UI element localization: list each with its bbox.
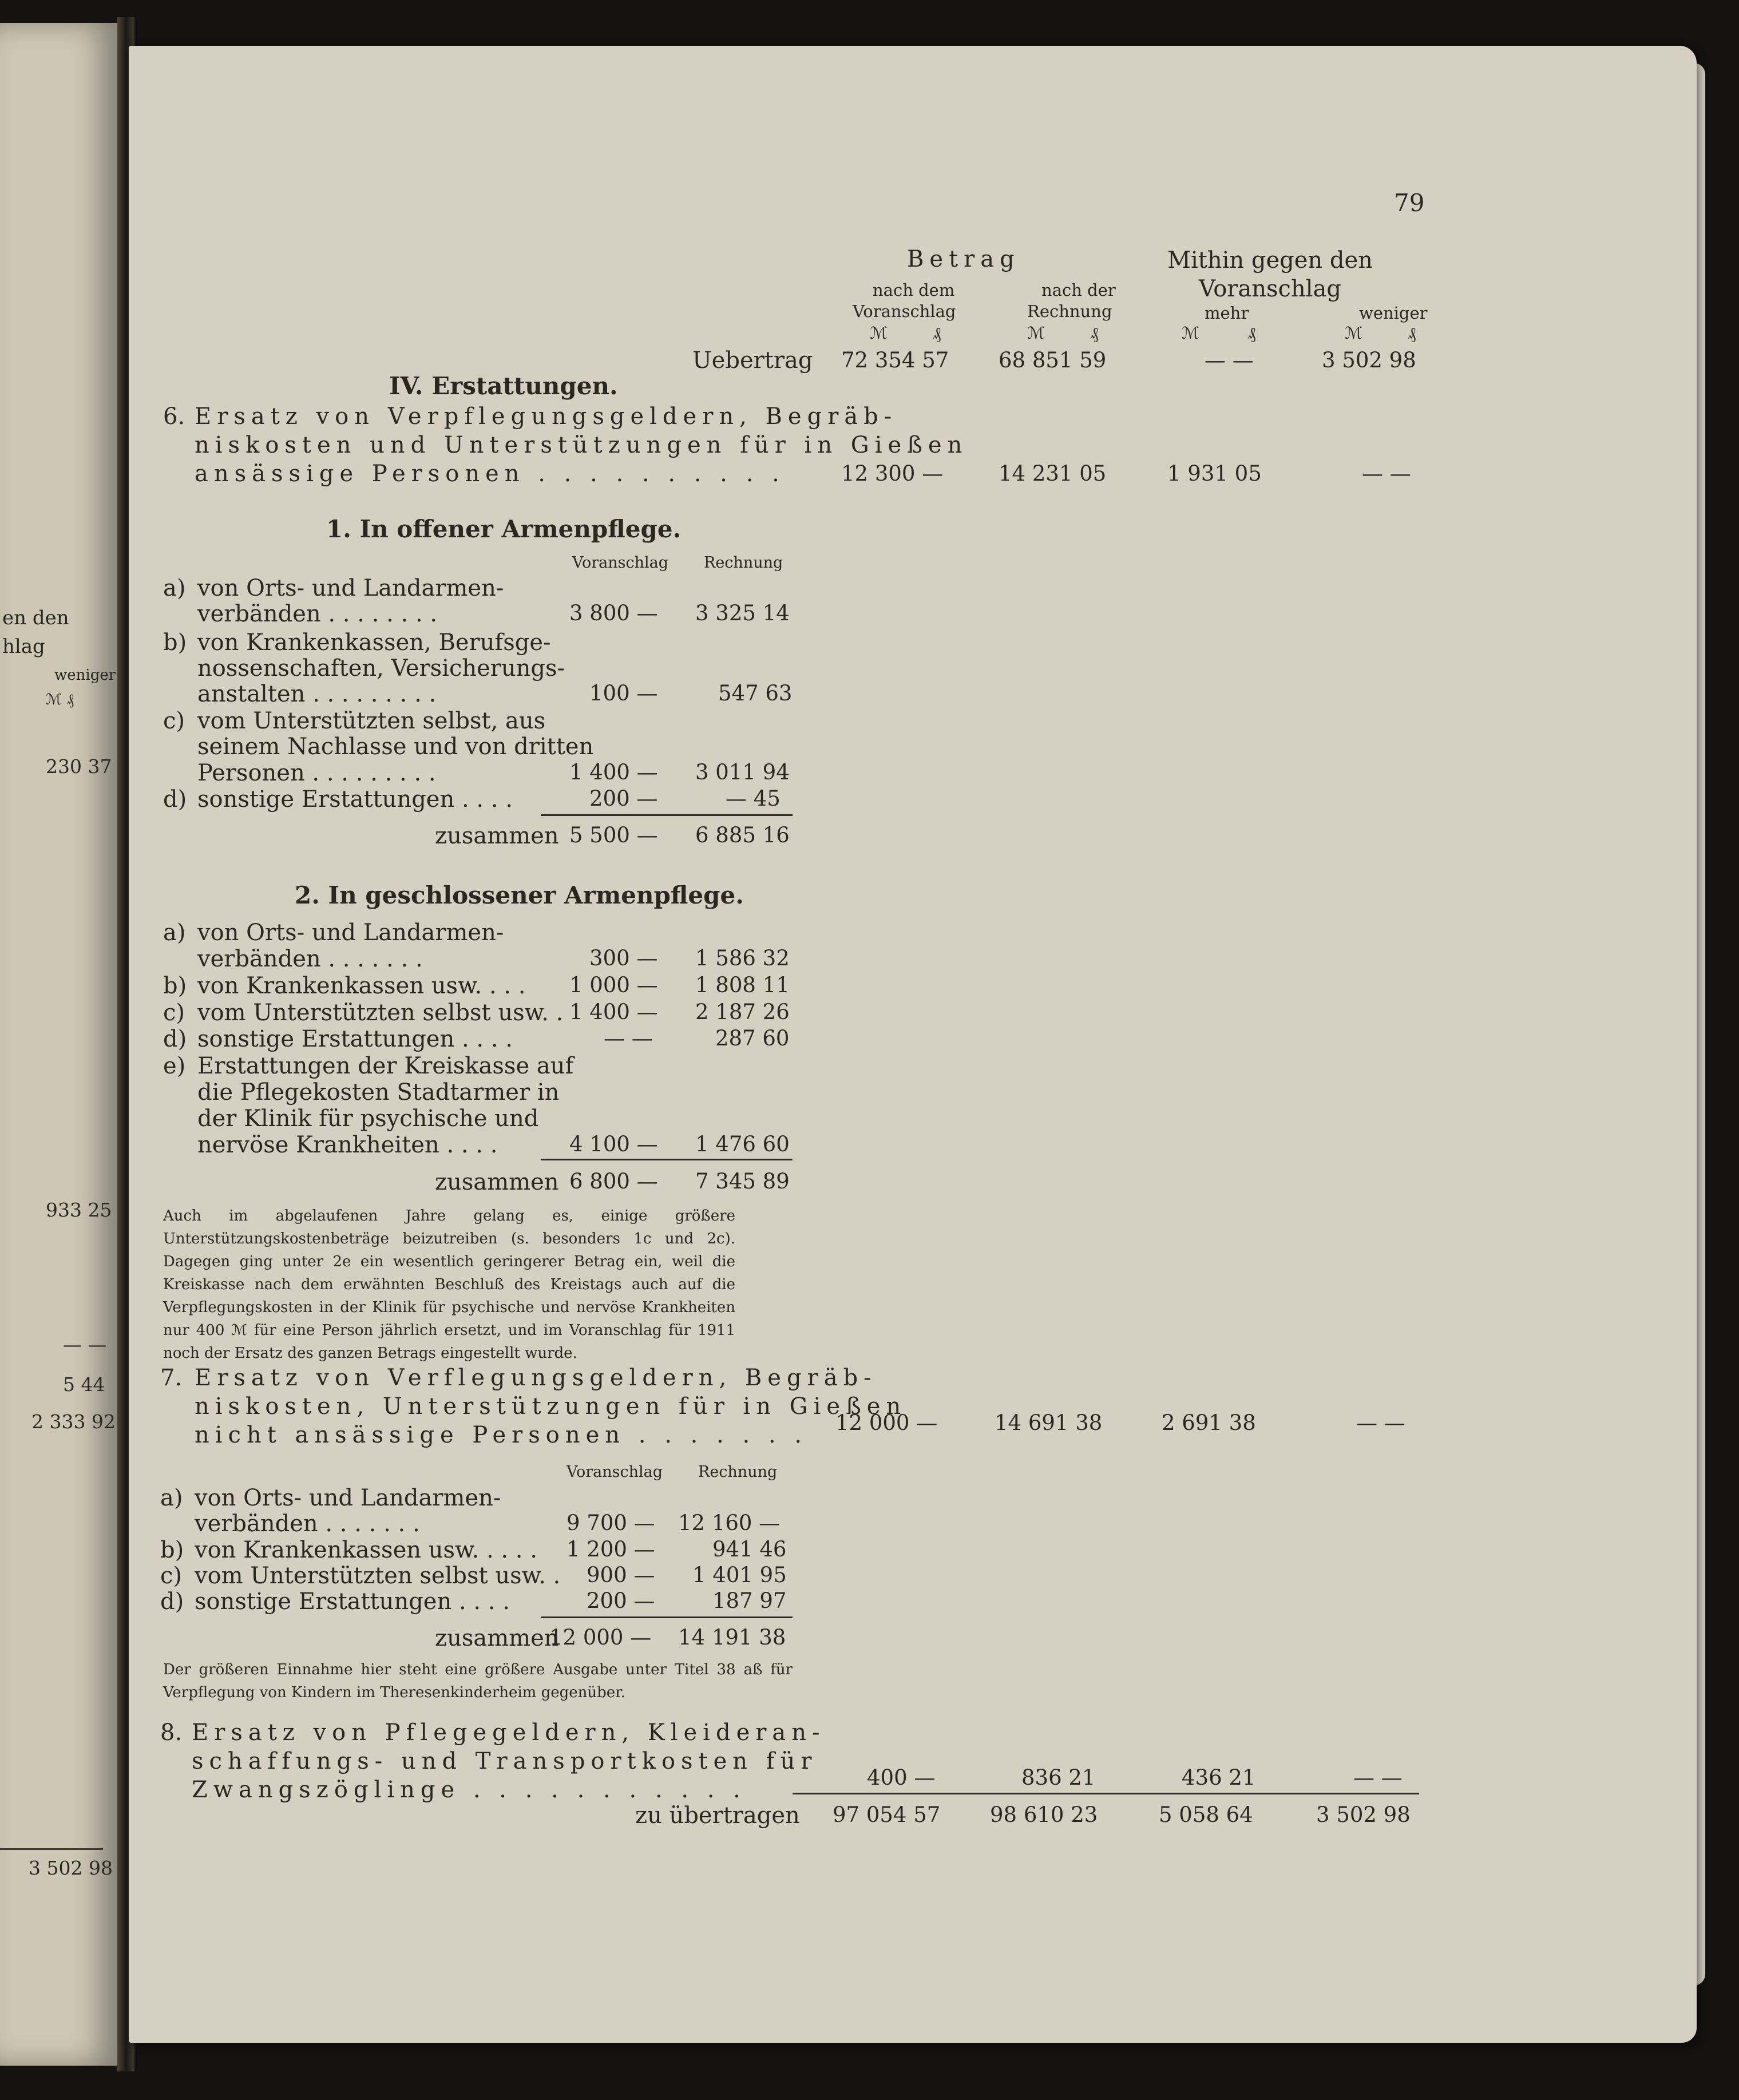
currency-mark: ℳ [870, 323, 888, 343]
sub1-row-b-line1: von Krankenkassen, Berufsge- [197, 629, 551, 656]
item7-row-d-voranschlag: 200 — [587, 1588, 655, 1613]
pfennig-mark: ₰ [1247, 323, 1256, 343]
item6-line1: Ersatz von Verpflegungsgeldern, Begräb- [195, 403, 898, 430]
sub2-row-b-label: b) [163, 973, 187, 999]
item7-weniger: — — [1356, 1410, 1405, 1435]
uebertrag-voranschlag: 72 354 57 [841, 348, 949, 373]
sub2-sum-rule [541, 1159, 793, 1160]
item6-weniger: — — [1362, 461, 1411, 486]
item7-row-a-line2: verbänden . . . . . . . [195, 1511, 420, 1537]
sub2-row-c-rechnung: 2 187 26 [695, 1000, 790, 1024]
left-page-value: 3 502 98 [29, 1857, 113, 1879]
sub1-sum-rechnung: 6 885 16 [695, 823, 790, 847]
sub2-row-e-line1c: der Klinik für psychische und [197, 1106, 539, 1132]
carry-rechnung: 98 610 23 [990, 1802, 1098, 1827]
section-title: IV. Erstattungen. [389, 372, 618, 400]
left-page-header-4: ℳ ₰ [46, 691, 74, 708]
sub1-row-c-line1b: seinem Nachlasse und von dritten [197, 734, 594, 760]
item7-sum-voranschlag: 12 000 — [549, 1625, 652, 1650]
sub2-row-d-line2: sonstige Erstattungen . . . . [197, 1026, 513, 1052]
item7-row-d-rechnung: 187 97 [712, 1588, 787, 1613]
sub2-row-c-label: c) [163, 1000, 185, 1026]
sub2-row-b-rechnung: 1 808 11 [695, 973, 790, 997]
item7-mehr: 2 691 38 [1162, 1410, 1256, 1435]
item7-row-d-line2: sonstige Erstattungen . . . . [195, 1588, 510, 1615]
item7-row-a-label: a) [160, 1485, 183, 1511]
item7-row-b-line2: von Krankenkassen usw. . . . . [195, 1537, 537, 1563]
sub1-sum-label: zusammen [435, 823, 559, 849]
item7-line3: nicht ansässige Personen . . . . . . . [195, 1422, 808, 1448]
sub1-col-rechnung: Rechnung [704, 554, 783, 572]
carry-label: zu übertragen [635, 1802, 800, 1829]
uebertrag-weniger: 3 502 98 [1322, 348, 1416, 373]
sub2-title: 2. In geschlossener Armenpflege. [295, 881, 744, 909]
sub2-sum-label: zusammen [435, 1169, 559, 1195]
carry-weniger: 3 502 98 [1316, 1802, 1411, 1827]
item8-number: 8. [160, 1719, 183, 1746]
item7-footnote: Der größeren Einnahme hier steht eine größere Ausgabe unter Titel 38 aß für Verpflegung von Kindern im Theresenkinderheim gegenüber. [163, 1661, 793, 1701]
item7-row-c-voranschlag: 900 — [587, 1563, 655, 1587]
item7-col-rechnung: Rechnung [698, 1463, 778, 1481]
sub1-row-a-label: a) [163, 575, 186, 601]
sub1-row-b-voranschlag: 100 — [589, 681, 658, 706]
sub2-row-e-rechnung: 1 476 60 [695, 1132, 790, 1156]
item6-line3: ansässige Personen . . . . . . . . . . [195, 461, 785, 487]
sub1-row-c-line1: vom Unterstützten selbst, aus [197, 708, 546, 734]
left-page-value: 2 333 92 [31, 1410, 116, 1433]
sub2-row-d-voranschlag: — — [604, 1026, 653, 1051]
carry-rule [793, 1793, 1419, 1794]
item8-line1: Ersatz von Pflegegeldern, Kleideran- [192, 1719, 826, 1746]
left-page-value: 230 37 [46, 755, 112, 778]
item7-rechnung: 14 691 38 [995, 1410, 1103, 1435]
item7-row-d-label: d) [160, 1588, 184, 1615]
item6-line2: niskosten und Unterstützungen für in Gießen [195, 432, 968, 458]
sub2-row-d-label: d) [163, 1026, 187, 1052]
item7-row-c-rechnung: 1 401 95 [692, 1563, 787, 1587]
item7-row-c-label: c) [160, 1563, 183, 1589]
sub1-row-a-rechnung: 3 325 14 [695, 601, 790, 625]
header-nach-dem: nach dem [873, 280, 955, 300]
page-number: 79 [1394, 189, 1425, 217]
uebertrag-rechnung: 68 851 59 [999, 348, 1107, 373]
item6-mehr: 1 931 05 [1167, 461, 1262, 486]
sub2-row-e-line2: nervöse Krankheiten . . . . [197, 1132, 498, 1158]
header-betrag: Betrag [907, 246, 1020, 272]
header-rechnung: Rechnung [1027, 302, 1112, 321]
currency-mark: ℳ [1345, 323, 1363, 343]
header-nach-der: nach der [1041, 280, 1116, 300]
left-page-header-1: en den [2, 607, 69, 629]
header-mithin: Mithin gegen den [1167, 247, 1373, 274]
sub1-title: 1. In offener Armenpflege. [326, 515, 682, 543]
sub2-row-e-voranschlag: 4 100 — [569, 1132, 658, 1156]
sub2-row-e-line1: Erstattungen der Kreiskasse auf [197, 1053, 574, 1079]
sub2-sum-voranschlag: 6 800 — [569, 1169, 658, 1194]
sub1-sum-voranschlag: 5 500 — [569, 823, 658, 847]
sub2-row-a-line2: verbänden . . . . . . . [197, 946, 423, 972]
uebertrag-label: Uebertrag [692, 347, 813, 374]
left-page [0, 23, 117, 2066]
pfennig-mark: ₰ [1408, 323, 1416, 343]
sub2-row-b-voranschlag: 1 000 — [569, 973, 658, 997]
item7-sum-rechnung: 14 191 38 [678, 1625, 786, 1650]
item8-weniger: — — [1353, 1765, 1403, 1790]
item6-rechnung: 14 231 05 [999, 461, 1107, 486]
sub1-row-b-rechnung: 547 63 [718, 681, 793, 706]
item8-rechnung: 836 21 [1021, 1765, 1096, 1790]
sub1-row-c-rechnung: 3 011 94 [695, 760, 790, 784]
left-page-header-2: hlag [2, 635, 45, 658]
left-page-value: 933 25 [46, 1199, 112, 1221]
header-weniger: weniger [1359, 303, 1428, 323]
sub2-row-c-voranschlag: 1 400 — [569, 1000, 658, 1024]
item7-row-a-rechnung: 12 160 — [678, 1511, 781, 1535]
sub1-row-a-line1: von Orts- und Landarmen- [197, 575, 504, 601]
header-voranschlag: Voranschlag [853, 302, 956, 321]
item8-mehr: 436 21 [1182, 1765, 1256, 1790]
item7-voranschlag: 12 000 — [835, 1410, 938, 1435]
left-page-header-3: weniger [54, 667, 116, 684]
carry-voranschlag: 97 054 57 [833, 1802, 941, 1827]
item7-number: 7. [160, 1365, 183, 1391]
pfennig-mark: ₰ [933, 323, 941, 343]
item7-sum-label: zusammen [435, 1625, 559, 1651]
currency-mark: ℳ [1027, 323, 1045, 343]
currency-mark: ℳ [1182, 323, 1200, 343]
item7-sum-rule [541, 1616, 793, 1618]
sub2-row-a-voranschlag: 300 — [589, 946, 658, 970]
item7-row-b-label: b) [160, 1537, 184, 1563]
sub1-row-d-line2: sonstige Erstattungen . . . . [197, 786, 513, 813]
sub1-row-d-label: d) [163, 786, 187, 813]
item6-voranschlag: 12 300 — [841, 461, 944, 486]
item7-row-a-voranschlag: 9 700 — [567, 1511, 655, 1535]
left-page-value: — — [63, 1333, 107, 1356]
left-page-rule [0, 1848, 103, 1850]
item8-line3: Zwangszöglinge . . . . . . . . . . . [192, 1777, 746, 1803]
sub2-row-c-line2: vom Unterstützten selbst usw. . [197, 1000, 564, 1026]
sub1-row-b-label: b) [163, 629, 187, 656]
left-page-value: 5 44 [63, 1373, 105, 1396]
item7-row-b-rechnung: 941 46 [712, 1537, 787, 1562]
sub1-row-a-voranschlag: 3 800 — [569, 601, 658, 625]
sub1-row-b-line1b: nossenschaften, Versicherungs- [197, 655, 565, 681]
sub2-row-a-label: a) [163, 920, 186, 946]
item8-line2: schaffungs- und Transportkosten für [192, 1748, 818, 1774]
sub2-row-e-label: e) [163, 1053, 186, 1079]
pfennig-mark: ₰ [1090, 323, 1099, 343]
sub2-sum-rechnung: 7 345 89 [695, 1169, 790, 1194]
header-mehr: mehr [1205, 303, 1249, 323]
item7-line1: Ersatz von Verflegungsgeldern, Begräb- [195, 1365, 877, 1391]
carry-mehr: 5 058 64 [1159, 1802, 1253, 1827]
item7-row-a-line1: von Orts- und Landarmen- [195, 1485, 501, 1511]
sub2-footnote: Auch im abgelaufenen Jahre gelang es, einige größere Unterstützungskostenbeträge beizutreiben (s. besonders 1c und 2c). Dagegen ging unter 2e ein wesentlich geringerer Betrag ein, weil die Kreiskasse nach dem erwähnten Beschluß des Kreistags auch auf die Verpflegungskosten in der Klinik für psychische und nervöse Krankheiten nur 400 ℳ für eine Person jährlich ersetzt, und im Voranschlag für 1911 noch der Ersatz des ganzen Betrags eingestellt wurde. [163, 1207, 735, 1362]
sub1-row-d-rechnung: — 45 [726, 786, 781, 811]
sub1-row-c-line2: Personen . . . . . . . . . [197, 760, 436, 786]
item7-col-voranschlag: Voranschlag [567, 1463, 663, 1481]
item7-row-c-line2: vom Unterstützten selbst usw. . [195, 1563, 561, 1589]
sub1-row-b-line2: anstalten . . . . . . . . . [197, 681, 437, 707]
header-voranschlag-2: Voranschlag [1199, 276, 1341, 302]
item6-number: 6. [163, 403, 185, 430]
sub1-row-a-line2: verbänden . . . . . . . . [197, 601, 438, 627]
sub1-row-c-label: c) [163, 708, 185, 734]
item8-voranschlag: 400 — [867, 1765, 936, 1790]
sub1-sum-rule [541, 814, 793, 816]
sub2-row-d-rechnung: 287 60 [715, 1026, 790, 1051]
sub2-row-e-line1b: die Pflegekosten Stadtarmer in [197, 1079, 560, 1106]
sub1-col-voranschlag: Voranschlag [572, 554, 669, 572]
sub2-row-b-line2: von Krankenkassen usw. . . . [197, 973, 526, 999]
sub1-row-d-voranschlag: 200 — [589, 786, 658, 811]
item7-line2: niskosten, Unterstützungen für in Gießen [195, 1393, 907, 1420]
uebertrag-mehr: — — [1205, 348, 1254, 373]
sub1-row-c-voranschlag: 1 400 — [569, 760, 658, 784]
item7-row-b-voranschlag: 1 200 — [567, 1537, 655, 1562]
sub2-row-a-rechnung: 1 586 32 [695, 946, 790, 970]
sub2-row-a-line1: von Orts- und Landarmen- [197, 920, 504, 946]
